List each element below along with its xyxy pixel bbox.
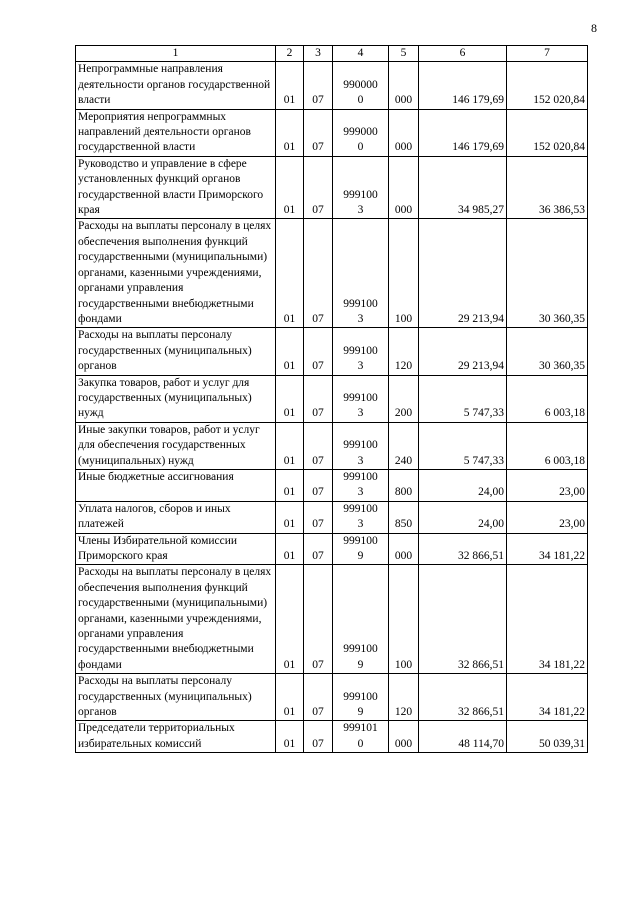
subsection-cell: 07 bbox=[304, 469, 333, 501]
target-article-code-line1: 999100 bbox=[343, 690, 378, 703]
section-cell: 01 bbox=[276, 156, 304, 219]
header-cell: 4 bbox=[333, 46, 389, 62]
amount-2019-cell: 5 747,33 bbox=[419, 375, 507, 422]
row-name-cell: Закупка товаров, работ и услуг для государственных (муниципальных) нужд bbox=[76, 375, 276, 422]
target-article-code-line1: 999100 bbox=[343, 344, 378, 357]
target-article-cell bbox=[333, 565, 389, 674]
expense-type-cell: 100 bbox=[389, 565, 419, 674]
row-name-cell: Мероприятия непрограммных направлений деятельности органов государственной власти bbox=[76, 109, 276, 156]
target-article-code-line2: 0 bbox=[357, 141, 364, 154]
table-row bbox=[76, 501, 588, 533]
header-cell: 2 bbox=[276, 46, 304, 62]
subsection-cell: 07 bbox=[304, 219, 333, 328]
row-name-cell: Члены Избирательной комиссии Приморского края bbox=[76, 533, 276, 565]
amount-2020-cell: 23,00 bbox=[507, 469, 588, 501]
target-article-code-line1: 999100 bbox=[343, 439, 378, 452]
section-cell: 01 bbox=[276, 533, 304, 565]
table-row bbox=[76, 469, 588, 501]
expense-type-cell: 800 bbox=[389, 469, 419, 501]
amount-2019-cell: 34 985,27 bbox=[419, 156, 507, 219]
target-article-cell bbox=[333, 422, 389, 469]
section-cell: 01 bbox=[276, 565, 304, 674]
section-cell: 01 bbox=[276, 375, 304, 422]
amount-2019-cell: 29 213,94 bbox=[419, 219, 507, 328]
target-article-cell bbox=[333, 469, 389, 501]
target-article-code-line2: 3 bbox=[357, 360, 364, 373]
target-article-code-line2: 3 bbox=[357, 486, 364, 499]
amount-2020-cell: 6 003,18 bbox=[507, 375, 588, 422]
amount-2019-cell: 29 213,94 bbox=[419, 328, 507, 375]
table-row bbox=[76, 533, 588, 565]
amount-2020-cell: 23,00 bbox=[507, 501, 588, 533]
section-cell: 01 bbox=[276, 422, 304, 469]
amount-2020-cell: 50 039,31 bbox=[507, 721, 588, 753]
target-article-code-line2: 0 bbox=[357, 94, 364, 107]
subsection-cell: 07 bbox=[304, 375, 333, 422]
subsection-cell: 07 bbox=[304, 156, 333, 219]
amount-2020-cell: 36 386,53 bbox=[507, 156, 588, 219]
expense-type-cell: 240 bbox=[389, 422, 419, 469]
row-name-cell: Председатели территориальных избирательных комиссий bbox=[76, 721, 276, 753]
amount-2020-cell: 30 360,35 bbox=[507, 328, 588, 375]
header-cell: 3 bbox=[304, 46, 333, 62]
amount-2019-cell: 146 179,69 bbox=[419, 62, 507, 109]
target-article-code-line2: 9 bbox=[357, 550, 364, 562]
subsection-cell: 07 bbox=[304, 721, 333, 753]
section-cell: 01 bbox=[276, 109, 304, 156]
amount-2019-cell: 24,00 bbox=[419, 469, 507, 501]
section-cell: 01 bbox=[276, 219, 304, 328]
expense-type-cell: 000 bbox=[389, 156, 419, 219]
target-article-code-line2: 3 bbox=[357, 204, 364, 217]
amount-2020-cell: 6 003,18 bbox=[507, 422, 588, 469]
target-article-cell bbox=[333, 674, 389, 721]
target-article-cell bbox=[333, 156, 389, 219]
target-article-code-line1: 999101 bbox=[343, 722, 378, 735]
target-article-code-line1: 999100 bbox=[343, 470, 378, 483]
expense-type-cell: 000 bbox=[389, 109, 419, 156]
target-article-code-line1: 999100 bbox=[343, 188, 378, 201]
amount-2020-cell: 152 020,84 bbox=[507, 62, 588, 109]
subsection-cell: 07 bbox=[304, 533, 333, 565]
subsection-cell: 07 bbox=[304, 565, 333, 674]
budget-table bbox=[75, 45, 588, 753]
amount-2020-cell: 30 360,35 bbox=[507, 219, 588, 328]
row-name-cell: Расходы на выплаты персоналу государственных (муниципальных) органов bbox=[76, 328, 276, 375]
target-article-code-line2: 3 bbox=[357, 407, 364, 420]
subsection-cell: 07 bbox=[304, 674, 333, 721]
subsection-cell: 07 bbox=[304, 109, 333, 156]
amount-2019-cell: 32 866,51 bbox=[419, 565, 507, 674]
table-row bbox=[76, 109, 588, 156]
section-cell: 01 bbox=[276, 62, 304, 109]
target-article-cell bbox=[333, 533, 389, 565]
section-cell: 01 bbox=[276, 469, 304, 501]
table-row bbox=[76, 674, 588, 721]
row-name-cell: Иные закупки товаров, работ и услуг для обеспечения государственных (муниципальных) нужд bbox=[76, 422, 276, 469]
table-row bbox=[76, 375, 588, 422]
target-article-code-line1: 990000 bbox=[343, 78, 378, 91]
subsection-cell: 07 bbox=[304, 328, 333, 375]
header-cell: 7 bbox=[507, 46, 588, 62]
row-name-cell: Непрограммные направления деятельности органов государственной власти bbox=[76, 62, 276, 109]
table-row bbox=[76, 422, 588, 469]
expense-type-cell: 200 bbox=[389, 375, 419, 422]
table-row bbox=[76, 62, 588, 109]
target-article-code-line1: 999000 bbox=[343, 126, 378, 139]
section-cell: 01 bbox=[276, 501, 304, 533]
row-name-cell: Расходы на выплаты персоналу в целях обеспечения выполнения функций государственными (муниципальными) органами, казенными учреждениями, органами управления государственными внебюджетными фондами bbox=[76, 219, 276, 328]
target-article-code-line2: 9 bbox=[357, 658, 364, 671]
table-header-row bbox=[76, 46, 588, 62]
subsection-cell: 07 bbox=[304, 422, 333, 469]
section-cell: 01 bbox=[276, 674, 304, 721]
subsection-cell: 07 bbox=[304, 62, 333, 109]
target-article-code-line2: 3 bbox=[357, 454, 364, 467]
table-row bbox=[76, 721, 588, 753]
target-article-code-line2: 3 bbox=[357, 518, 364, 531]
expense-type-cell: 120 bbox=[389, 674, 419, 721]
amount-2019-cell: 24,00 bbox=[419, 501, 507, 533]
header-cell: 6 bbox=[419, 46, 507, 62]
section-cell: 01 bbox=[276, 721, 304, 753]
target-article-cell bbox=[333, 375, 389, 422]
section-cell: 01 bbox=[276, 328, 304, 375]
amount-2019-cell: 5 747,33 bbox=[419, 422, 507, 469]
row-name-cell: Расходы на выплаты персоналу в целях обеспечения выполнения функций государственными (муниципальными) органами, казенными учреждениями, органами управления государственными внебюджетными фондами bbox=[76, 565, 276, 674]
table-row bbox=[76, 565, 588, 674]
expense-type-cell: 120 bbox=[389, 328, 419, 375]
amount-2019-cell: 32 866,51 bbox=[419, 674, 507, 721]
target-article-code-line1: 999100 bbox=[343, 534, 378, 547]
expense-type-cell: 100 bbox=[389, 219, 419, 328]
amount-2020-cell: 152 020,84 bbox=[507, 109, 588, 156]
amount-2020-cell: 34 181,22 bbox=[507, 533, 588, 565]
table-row bbox=[76, 219, 588, 328]
row-name-cell: Расходы на выплаты персоналу государственных (муниципальных) органов bbox=[76, 674, 276, 721]
target-article-code-line2: 3 bbox=[357, 312, 364, 325]
amount-2020-cell: 34 181,22 bbox=[507, 565, 588, 674]
subsection-cell: 07 bbox=[304, 501, 333, 533]
expense-type-cell: 000 bbox=[389, 62, 419, 109]
table-row bbox=[76, 156, 588, 219]
table-body bbox=[76, 46, 588, 753]
target-article-cell bbox=[333, 109, 389, 156]
amount-2019-cell: 32 866,51 bbox=[419, 533, 507, 565]
target-article-code-line2: 9 bbox=[357, 706, 364, 719]
row-name-cell: Руководство и управление в сфере установленных функций органов государственной власти Приморского края bbox=[76, 156, 276, 219]
row-name-cell: Уплата налогов, сборов и иных платежей bbox=[76, 501, 276, 533]
header-cell: 5 bbox=[389, 46, 419, 62]
target-article-code-line1: 999100 bbox=[343, 502, 378, 515]
amount-2019-cell: 146 179,69 bbox=[419, 109, 507, 156]
amount-2019-cell: 48 114,70 bbox=[419, 721, 507, 753]
expense-type-cell: 000 bbox=[389, 721, 419, 753]
target-article-code-line1: 999100 bbox=[343, 391, 378, 404]
expense-type-cell: 000 bbox=[389, 533, 419, 565]
header-cell: 1 bbox=[76, 46, 276, 62]
target-article-cell bbox=[333, 328, 389, 375]
target-article-cell bbox=[333, 219, 389, 328]
row-name-cell: Иные бюджетные ассигнования bbox=[76, 469, 276, 501]
table-row bbox=[76, 328, 588, 375]
target-article-cell bbox=[333, 721, 389, 753]
page-number: 8 bbox=[591, 21, 597, 35]
amount-2020-cell: 34 181,22 bbox=[507, 674, 588, 721]
expense-type-cell: 850 bbox=[389, 501, 419, 533]
target-article-code-line1: 999100 bbox=[343, 297, 378, 310]
target-article-code-line2: 0 bbox=[357, 737, 364, 750]
target-article-cell bbox=[333, 501, 389, 533]
target-article-cell bbox=[333, 62, 389, 109]
target-article-code-line1: 999100 bbox=[343, 643, 378, 656]
